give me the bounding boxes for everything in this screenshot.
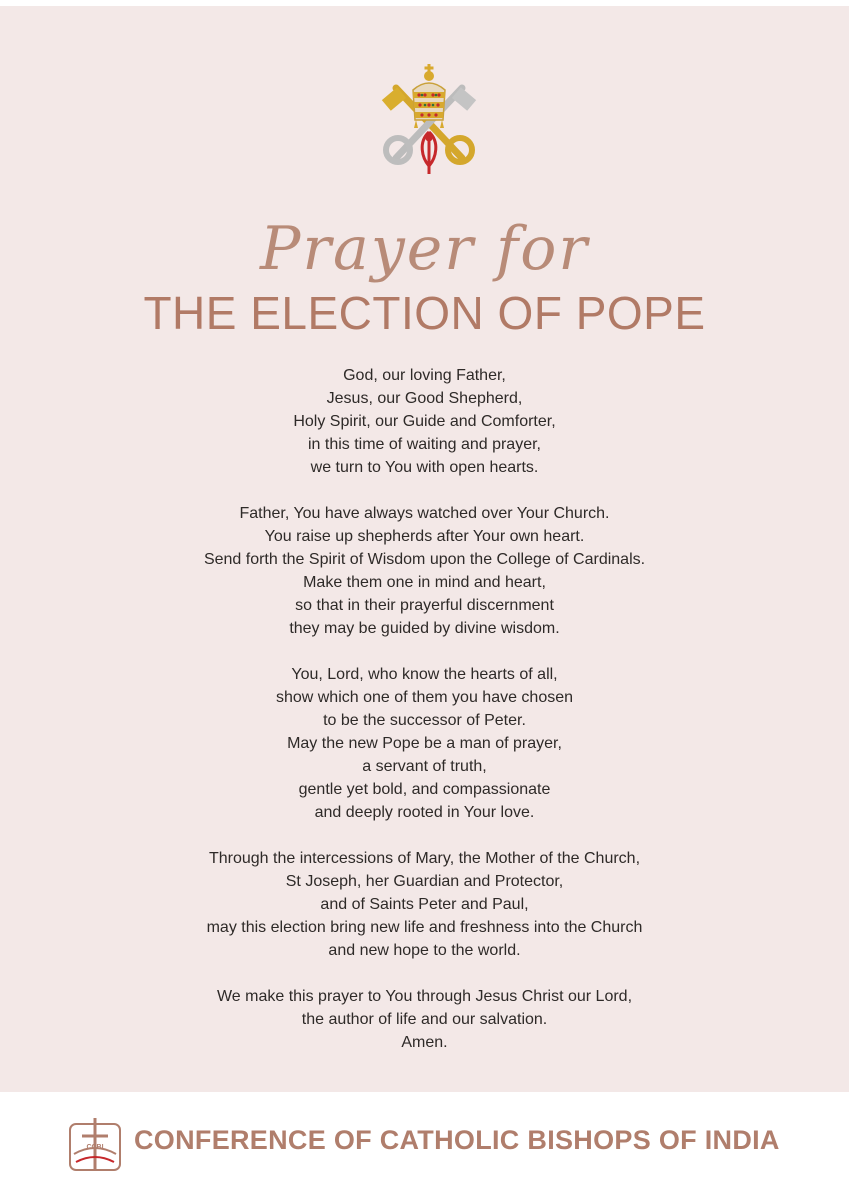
- prayer-line: so that in their prayerful discernment: [295, 597, 554, 614]
- title-script: Prayer for: [260, 214, 589, 284]
- prayer-line: You raise up shepherds after Your own heart.: [264, 528, 585, 545]
- stanza: [0, 663, 849, 824]
- prayer-line: You, Lord, who know the hearts of all,: [291, 666, 558, 683]
- stanza: [0, 985, 849, 1054]
- prayer-line: Make them one in mind and heart,: [303, 574, 546, 591]
- papal-emblem-icon: [378, 62, 480, 176]
- prayer-line: God, our loving Father,: [343, 367, 506, 384]
- prayer-line: St Joseph, her Guardian and Protector,: [285, 873, 564, 890]
- page-title: THE ELECTION OF POPE: [143, 287, 706, 339]
- prayer-line: they may be guided by divine wisdom.: [289, 620, 560, 637]
- prayer-line: Send forth the Spirit of Wisdom upon the College of Cardinals.: [203, 551, 646, 568]
- organization-name: CONFERENCE OF CATHOLIC BISHOPS OF INDIA: [134, 1125, 780, 1155]
- prayer-line: in this time of waiting and prayer,: [307, 436, 541, 453]
- prayer-line: Jesus, our Good Shepherd,: [326, 390, 523, 407]
- prayer-line: gentle yet bold, and compassionate: [298, 781, 551, 798]
- prayer-line: and new hope to the world.: [328, 942, 521, 959]
- prayer-line: We make this prayer to You through Jesus Christ our Lord,: [216, 988, 633, 1005]
- prayer-line: May the new Pope be a man of prayer,: [287, 735, 562, 752]
- prayer-line: the author of life and our salvation.: [301, 1011, 548, 1028]
- stanza: [0, 502, 849, 640]
- footer: [0, 1092, 849, 1200]
- prayer-line: Holy Spirit, our Guide and Comforter,: [293, 413, 556, 430]
- prayer-line: Through the intercessions of Mary, the Mother of the Church,: [208, 850, 641, 867]
- svg-text:CCBI: CCBI: [86, 1144, 104, 1151]
- stanza: [0, 364, 849, 479]
- prayer-line: Father, You have always watched over Your Church.: [239, 505, 610, 522]
- prayer-line: to be the successor of Peter.: [323, 712, 526, 729]
- stanza: [0, 847, 849, 962]
- prayer-line: and of Saints Peter and Paul,: [320, 896, 529, 913]
- prayer-line: Amen.: [401, 1034, 448, 1051]
- prayer-line: a servant of truth,: [362, 758, 487, 775]
- prayer-line: and deeply rooted in Your love.: [314, 804, 535, 821]
- prayer-line: show which one of them you have chosen: [275, 689, 574, 706]
- prayer-text: [0, 364, 849, 1077]
- prayer-line: may this election bring new life and freshness into the Church: [206, 919, 643, 936]
- prayer-line: we turn to You with open hearts.: [310, 459, 539, 476]
- ccbi-logo-icon: [66, 1114, 124, 1174]
